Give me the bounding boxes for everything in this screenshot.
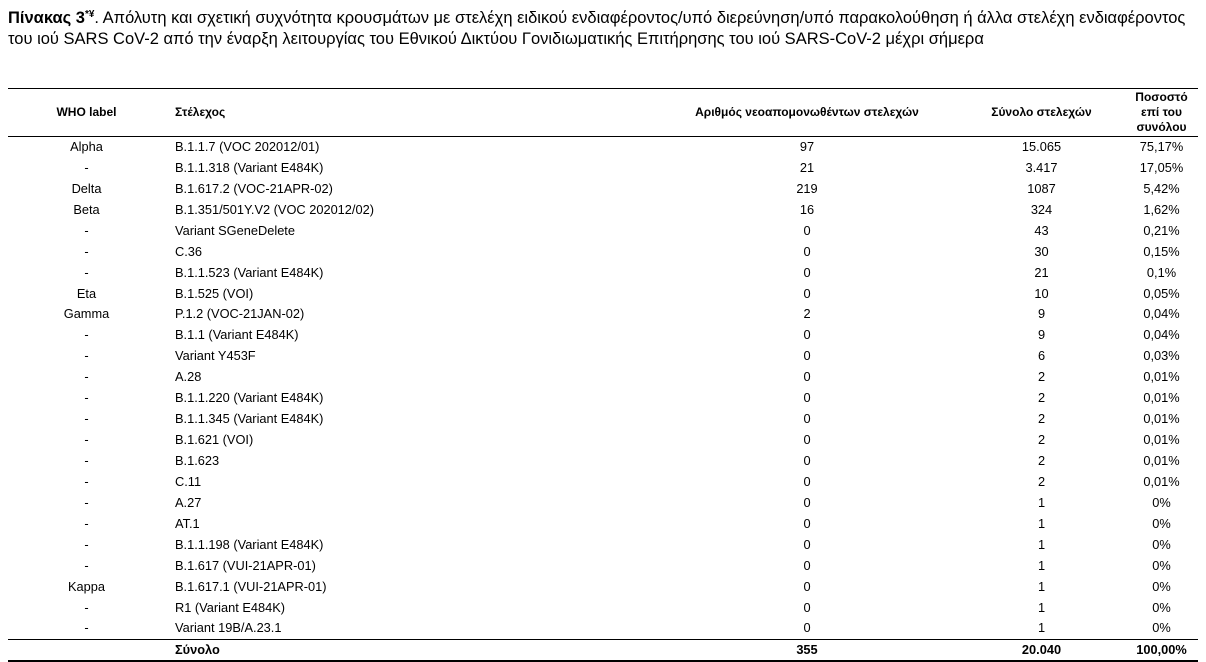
cell-new-isolates: 0 <box>803 285 811 301</box>
table-row <box>8 513 1198 534</box>
cell-strain: B.1.623 <box>175 453 220 469</box>
cell-total-strains: 1 <box>1037 620 1046 636</box>
caption-label: Πίνακας 3 <box>8 9 85 27</box>
cell-strain: A.27 <box>175 494 202 510</box>
cell-total-strains: 2 <box>1037 369 1046 385</box>
total-cell-label: Σύνολο <box>165 639 656 661</box>
cell-who-label: - <box>84 494 89 510</box>
cell-who-label: - <box>84 411 89 427</box>
cell-who-label: Gamma <box>63 306 110 322</box>
cell-percentage: 0,21% <box>1143 222 1180 238</box>
cell-strain: Variant SGeneDelete <box>175 222 295 238</box>
cell-total-strains: 10 <box>1034 285 1049 301</box>
cell-new-isolates: 0 <box>803 222 811 238</box>
cell-who-label: Delta <box>71 180 102 196</box>
cell-new-isolates: 0 <box>803 557 811 573</box>
table-row <box>8 430 1198 451</box>
cell-total-strains: 2 <box>1037 473 1046 489</box>
cell-who-label: - <box>84 369 89 385</box>
cell-percentage: 0,04% <box>1143 306 1180 322</box>
cell-percentage: 0,01% <box>1143 432 1180 448</box>
cell-total-strains: 9 <box>1037 306 1046 322</box>
cell-percentage: 0% <box>1152 536 1171 552</box>
cell-total-strains: 6 <box>1037 348 1046 364</box>
cell-new-isolates: 0 <box>803 536 811 552</box>
total-cell-sum: 20.040 <box>958 639 1125 661</box>
cell-total-strains: 43 <box>1034 222 1049 238</box>
total-cell-percent: 100,00% <box>1125 639 1198 661</box>
cell-percentage: 0,03% <box>1143 348 1180 364</box>
table-row <box>8 262 1198 283</box>
table-row <box>8 618 1198 639</box>
caption-text: . Απόλυτη και σχετική συχνότητα κρουσμάτων με στελέχη ειδικού ενδιαφέροντος/υπό διερεύνηση/υπό παρακολούθηση ή άλλα στελέχη ενδιαφέροντος του ιού SARS CoV-2 από την έναρξη λειτουργίας του Εθνικού Δικτύου Γονιδιωματικής Επιτήρησης του ιού SARS-CoV-2 μέχρι σήμερα <box>8 9 1186 48</box>
cell-new-isolates: 0 <box>803 620 811 636</box>
table-row <box>8 367 1198 388</box>
cell-total-strains: 1 <box>1037 578 1046 594</box>
total-cell-new: 355 <box>656 639 958 661</box>
cell-strain: B.1.617 (VUI-21APR-01) <box>175 557 316 573</box>
table-row <box>8 534 1198 555</box>
cell-percentage: 0,15% <box>1143 243 1180 259</box>
cell-who-label: - <box>84 536 89 552</box>
cell-percentage: 0% <box>1152 620 1171 636</box>
total-row <box>8 639 1198 661</box>
cell-who-label: - <box>84 473 89 489</box>
table-row <box>8 304 1198 325</box>
cell-who-label: - <box>84 620 89 636</box>
cell-new-isolates: 16 <box>799 201 815 217</box>
cell-new-isolates: 0 <box>803 515 811 531</box>
table-row <box>8 597 1198 618</box>
cell-strain: C.11 <box>175 473 202 489</box>
cell-total-strains: 1 <box>1037 557 1046 573</box>
cell-who-label: - <box>84 599 89 615</box>
cell-new-isolates: 0 <box>803 243 811 259</box>
cell-percentage: 0% <box>1152 578 1171 594</box>
header-strain: Στέλεχος <box>165 89 656 137</box>
cell-who-label: - <box>84 264 89 280</box>
cell-strain: B.1.1.7 (VOC 202012/01) <box>175 139 320 155</box>
table-header-row <box>8 89 1198 137</box>
cell-total-strains: 21 <box>1034 264 1049 280</box>
cell-percentage: 75,17% <box>1139 139 1184 155</box>
table-row <box>8 451 1198 472</box>
cell-percentage: 0,01% <box>1143 411 1180 427</box>
table-row <box>8 283 1198 304</box>
cell-new-isolates: 0 <box>803 578 811 594</box>
cell-strain: B.1.617.2 (VOC-21APR-02) <box>175 180 333 196</box>
cell-new-isolates: 0 <box>803 411 811 427</box>
cell-who-label: Kappa <box>67 578 105 594</box>
table-row <box>8 555 1198 576</box>
cell-new-isolates: 0 <box>803 453 811 469</box>
cell-who-label: Beta <box>73 201 100 217</box>
cell-percentage: 1,62% <box>1143 201 1180 217</box>
table-row <box>8 199 1198 220</box>
table-row <box>8 388 1198 409</box>
table-row <box>8 220 1198 241</box>
cell-new-isolates: 21 <box>799 159 815 175</box>
cell-strain: Variant 19B/A.23.1 <box>175 620 282 636</box>
cell-percentage: 17,05% <box>1139 159 1184 175</box>
cell-strain: B.1.621 (VOI) <box>175 432 254 448</box>
cell-total-strains: 1 <box>1037 494 1046 510</box>
cell-new-isolates: 0 <box>803 473 811 489</box>
cell-percentage: 0,01% <box>1143 390 1180 406</box>
header-new-isolates: Αριθμός νεοαπομονωθέντων στελεχών <box>656 89 958 137</box>
cell-percentage: 0% <box>1152 515 1171 531</box>
cell-who-label: - <box>84 327 89 343</box>
cell-new-isolates: 0 <box>803 390 811 406</box>
cell-new-isolates: 0 <box>803 348 811 364</box>
header-total-strains: Σύνολο στελεχών <box>958 89 1125 137</box>
cell-who-label: Alpha <box>70 139 103 155</box>
table-caption <box>8 8 1200 50</box>
cell-strain: AT.1 <box>175 515 200 531</box>
cell-strain: C.36 <box>175 243 203 259</box>
cell-strain: B.1.525 (VOI) <box>175 285 254 301</box>
cell-strain: A.28 <box>175 369 202 385</box>
table-row <box>8 178 1198 199</box>
cell-who-label: - <box>84 515 89 531</box>
table-row <box>8 492 1198 513</box>
table-body <box>8 137 1198 640</box>
table-row <box>8 157 1198 178</box>
cell-new-isolates: 0 <box>803 264 811 280</box>
table-row <box>8 137 1198 158</box>
cell-total-strains: 2 <box>1037 453 1046 469</box>
cell-total-strains: 1 <box>1037 599 1046 615</box>
header-percentage: Ποσοστό επί του συνόλου <box>1125 89 1198 137</box>
cell-percentage: 0,04% <box>1143 327 1180 343</box>
cell-percentage: 0,01% <box>1143 473 1180 489</box>
cell-total-strains: 2 <box>1037 432 1046 448</box>
cell-percentage: 0% <box>1152 599 1171 615</box>
cell-who-label: - <box>84 390 89 406</box>
cell-strain: B.1.1 (Variant E484K) <box>175 327 299 343</box>
total-cell-who <box>8 639 165 661</box>
cell-who-label: - <box>84 348 89 364</box>
table-row <box>8 241 1198 262</box>
cell-who-label: Eta <box>76 285 97 301</box>
cell-total-strains: 9 <box>1037 327 1046 343</box>
cell-strain: P.1.2 (VOC-21JAN-02) <box>175 306 305 322</box>
cell-who-label: - <box>84 243 89 259</box>
cell-new-isolates: 219 <box>796 180 818 196</box>
cell-strain: R1 (Variant E484K) <box>175 599 286 615</box>
cell-new-isolates: 2 <box>803 306 811 322</box>
cell-percentage: 0,1% <box>1146 264 1177 280</box>
caption-footnote-marks: *¥ <box>84 9 95 20</box>
cell-percentage: 0% <box>1152 494 1171 510</box>
cell-strain: B.1.1.523 (Variant E484K) <box>175 264 324 280</box>
cell-strain: B.1.617.1 (VUI-21APR-01) <box>175 578 327 594</box>
cell-percentage: 0,01% <box>1143 453 1180 469</box>
cell-percentage: 0% <box>1152 557 1171 573</box>
cell-who-label: - <box>84 453 89 469</box>
cell-new-isolates: 0 <box>803 432 811 448</box>
table-row <box>8 472 1198 493</box>
cell-who-label: - <box>84 222 89 238</box>
cell-percentage: 5,42% <box>1143 180 1180 196</box>
cell-who-label: - <box>84 557 89 573</box>
cell-percentage: 0,01% <box>1143 369 1180 385</box>
cell-new-isolates: 0 <box>803 494 811 510</box>
cell-new-isolates: 0 <box>803 327 811 343</box>
cell-who-label: - <box>84 432 89 448</box>
header-who-label: WHO label <box>8 89 165 137</box>
cell-total-strains: 30 <box>1034 243 1049 259</box>
cell-total-strains: 2 <box>1037 390 1046 406</box>
cell-total-strains: 1 <box>1037 515 1046 531</box>
table-row <box>8 346 1198 367</box>
table-row <box>8 576 1198 597</box>
cell-who-label: - <box>84 159 89 175</box>
table-row <box>8 325 1198 346</box>
cell-new-isolates: 0 <box>803 369 811 385</box>
cell-total-strains: 3.417 <box>1025 159 1058 175</box>
cell-strain: Variant Y453F <box>175 348 256 364</box>
cell-total-strains: 1 <box>1037 536 1046 552</box>
cell-strain: B.1.1.220 (Variant E484K) <box>175 390 324 406</box>
cell-new-isolates: 97 <box>799 139 815 155</box>
cell-strain: B.1.1.198 (Variant E484K) <box>175 536 324 552</box>
cell-strain: B.1.1.318 (Variant E484K) <box>175 159 324 175</box>
cell-strain: B.1.1.345 (Variant E484K) <box>175 411 324 427</box>
cell-total-strains: 324 <box>1030 201 1053 217</box>
cell-new-isolates: 0 <box>803 599 811 615</box>
table-row <box>8 409 1198 430</box>
cell-total-strains: 2 <box>1037 411 1046 427</box>
cell-total-strains: 1087 <box>1027 180 1056 196</box>
variants-table <box>8 88 1198 662</box>
cell-percentage: 0,05% <box>1143 285 1180 301</box>
cell-strain: B.1.351/501Y.V2 (VOC 202012/02) <box>175 201 374 217</box>
cell-total-strains: 15.065 <box>1021 139 1062 155</box>
